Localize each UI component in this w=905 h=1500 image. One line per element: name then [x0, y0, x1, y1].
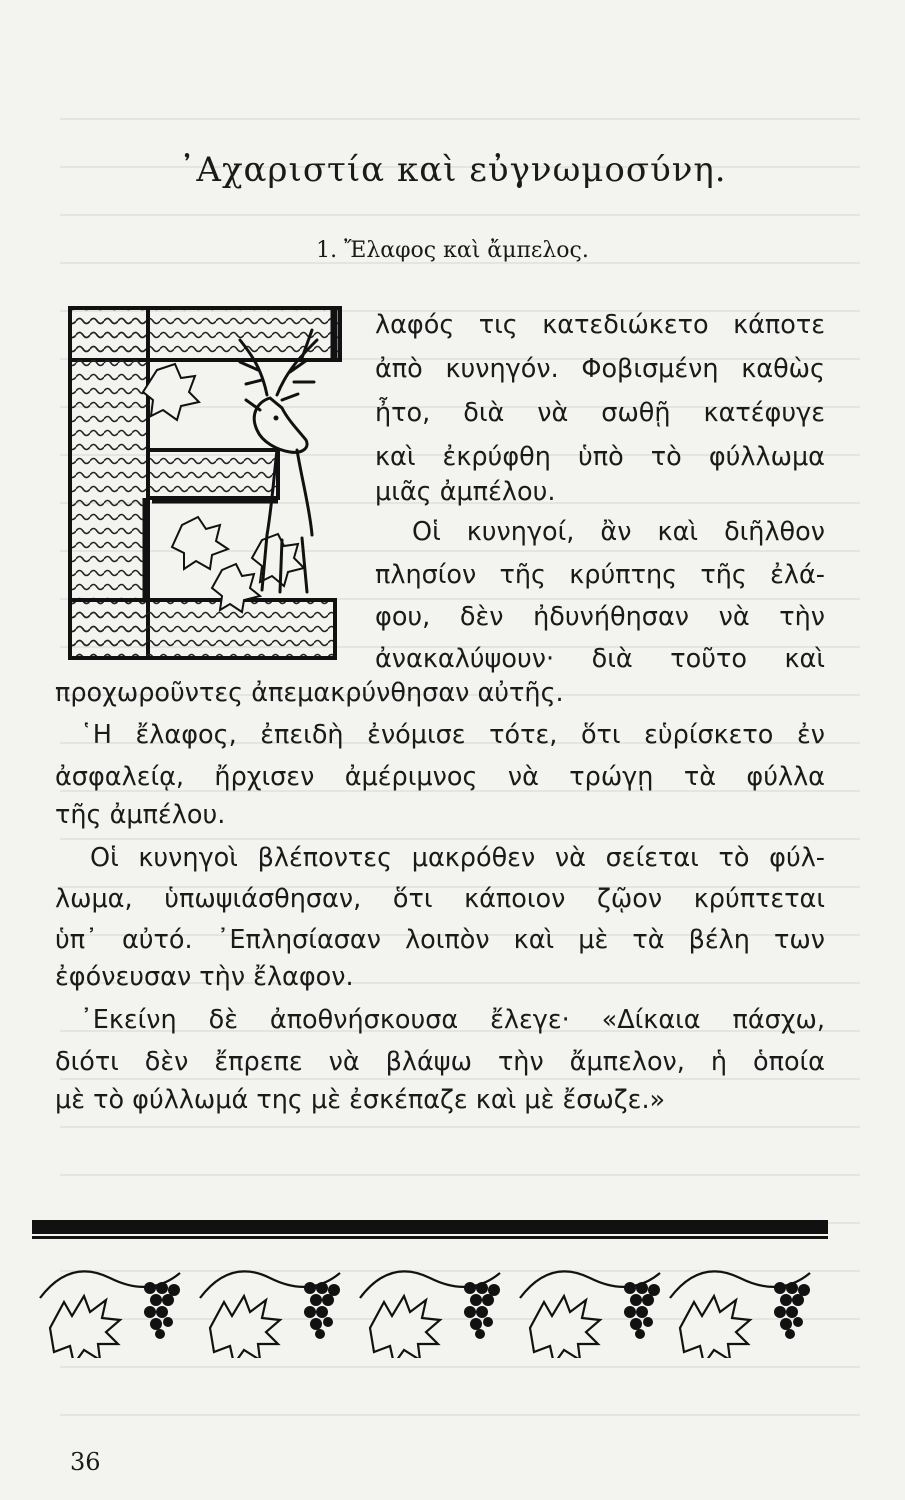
text-line: διότι δὲν ἔπρεπε νὰ βλάψω τὴν ἄμπελον, ἡ ὁποία [55, 1047, 825, 1077]
text-line: ὑπ᾿ αὐτό. ᾿Επλησίασαν λοιπὸν καὶ μὲ τὰ βέλη των [55, 925, 825, 955]
illuminated-initial-deer-icon [62, 300, 352, 665]
text-line: λαφός τις κατεδιώκετο κάποτε [375, 310, 825, 340]
text-line: φου, δὲν ἠδυνήθησαν νὰ τὴν [375, 602, 825, 632]
text-line: πλησίον τῆς κρύπτης τῆς ἐλά- [375, 560, 825, 590]
text-line: Οἱ κυνηγοὶ βλέποντες μακρόθεν νὰ σείεται τὸ φύλ- [90, 843, 825, 873]
text-line: μὲ τὸ φύλλωμά της μὲ ἐσκέπαζε καὶ μὲ ἔσωζε.» [55, 1085, 666, 1115]
text-line: ἀπὸ κυνηγόν. Φοβισμένη καθὼς [375, 354, 825, 384]
text-line: ᾿Εκείνη δὲ ἀποθνήσκουσα ἔλεγε· «Δίκαια πάσχω, [80, 1005, 825, 1035]
text-line: ἐφόνευσαν τὴν ἔλαφον. [55, 962, 354, 992]
text-line: Οἱ κυνηγοί, ἂν καὶ διῆλθον [412, 517, 825, 547]
page-number: 36 [70, 1448, 101, 1476]
text-line: τῆς ἀμπέλου. [55, 800, 226, 830]
story-heading: 1. Ἔλαφος καὶ ἄμπελος. [316, 238, 589, 263]
text-line: ἀνακαλύψουν· διὰ τοῦτο καὶ [375, 644, 825, 674]
text-line: καὶ ἐκρύφθη ὑπὸ τὸ φύλλωμα [375, 442, 825, 472]
page-title: ᾿Αχαριστία καὶ εὐγνωμοσύνη. [178, 150, 727, 190]
grapevine-ornament-icon [30, 1218, 830, 1358]
text-line: προχωροῦντες ἀπεμακρύνθησαν αὐτῆς. [55, 678, 564, 708]
text-line: ἦτο, διὰ νὰ σωθῇ κατέφυγε [375, 398, 825, 428]
text-line: ῾Η ἔλαφος, ἐπειδὴ ἐνόμισε τότε, ὅτι εὑρίσκετο ἐν [80, 720, 825, 750]
text-line: μιᾶς ἀμπέλου. [375, 477, 556, 507]
text-line: λωμα, ὑπωψιάσθησαν, ὅτι κάποιον ζῷον κρύπτεται [55, 884, 825, 914]
text-line: ἀσφαλείᾳ, ἤρχισεν ἀμέριμνος νὰ τρώγῃ τὰ φύλλα [55, 762, 825, 792]
